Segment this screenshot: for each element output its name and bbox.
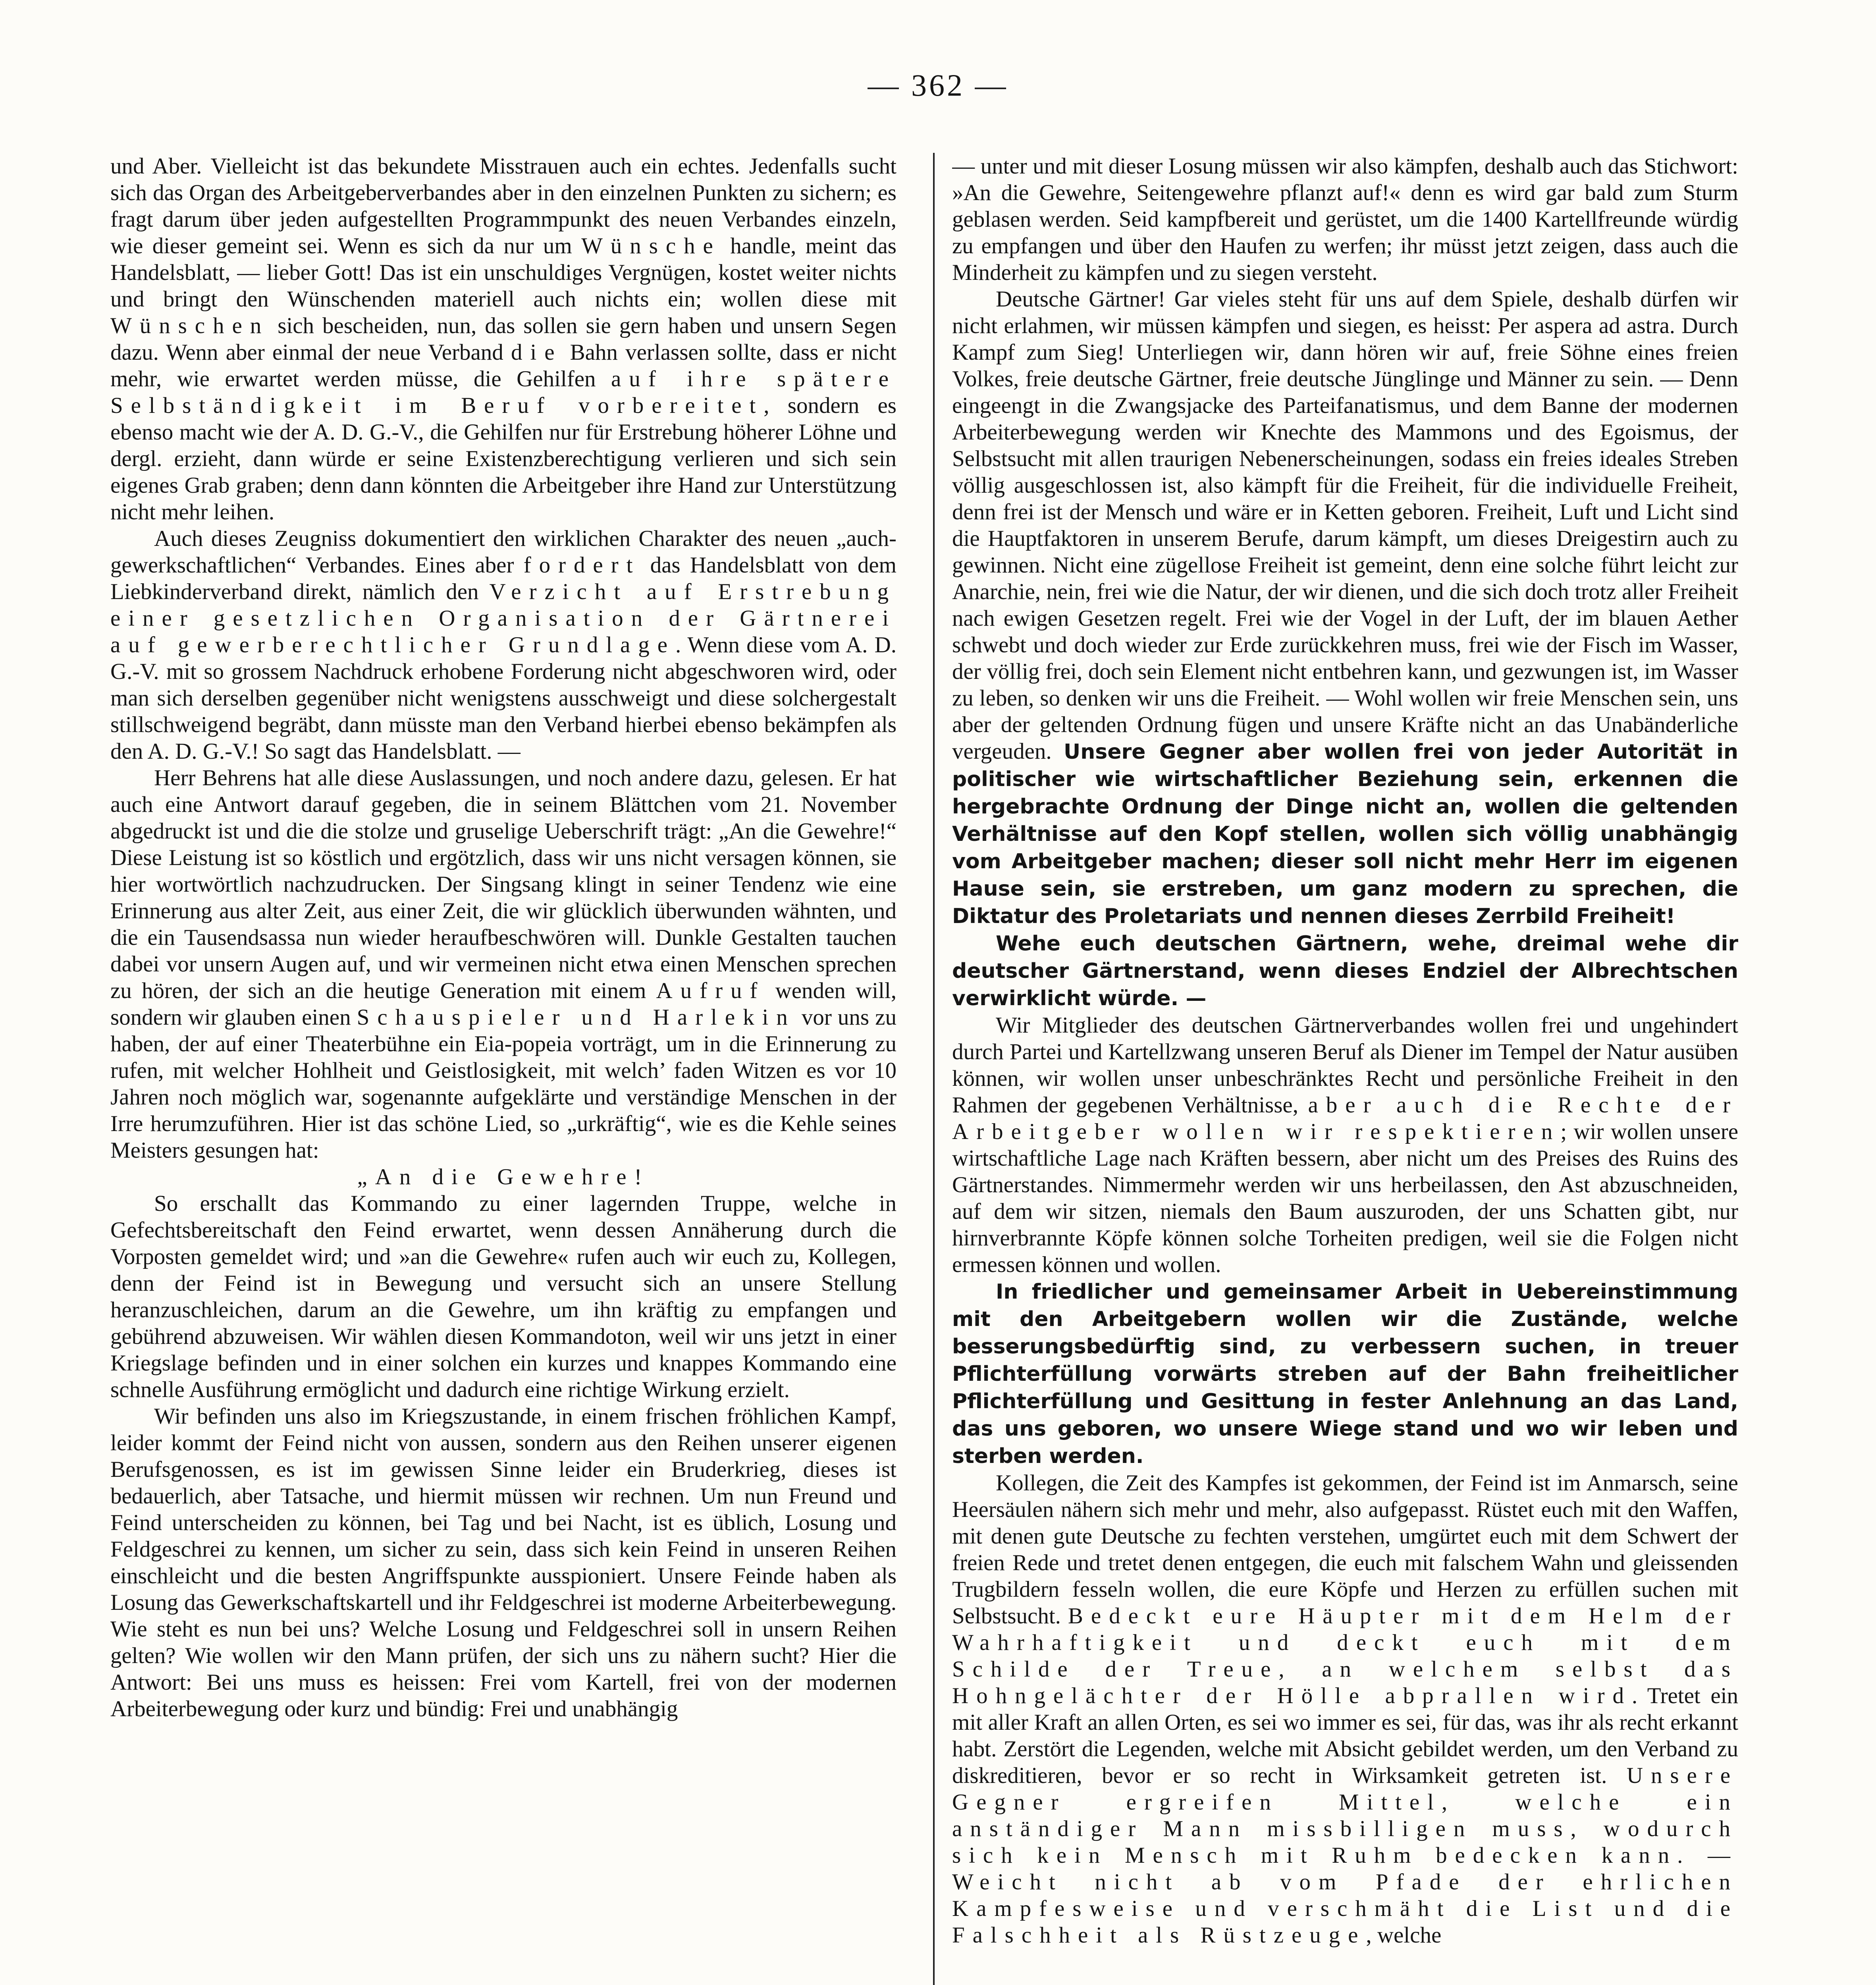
paragraph-text: Wir befinden uns also im Kriegszustande, in einem frischen fröhlichen Kampf, leider kommt der Feind nicht von aussen, sondern aus den Reihen unserer eigenen Berufsgenossen, es ist im gewissen Sinne leider ein Bruderkrieg, dieses ist bedauerlich, aber Tatsache, und hiermit müssen wir rechnen. Um nun Freund und Feind unterscheiden zu können, bei Tag und bei Nacht, ist es üblich, Losung und Feldgeschrei zu kennen, um sicher zu sein, dass sich kein Feind in unseren Reihen einschleicht und die besten Angriffspunkte ausspioniert. Unsere Feinde haben als Losung das Gewerkschaftskartell und ihr Feldgeschrei ist moderne Arbeiterbewegung. Wie steht es nun bei uns? Welche Losung und Feldgeschrei soll in unsern Reihen gelten? Wie wollen wir den Mann prüfen, der sich uns zu nähern sucht? Hier die Antwort: Bei uns muss es heissen: Frei vom Kartell, frei von der modernen Arbeiterbewegung oder kurz und bündig: Frei und unabhängig bbox=[110, 1404, 897, 1721]
spaced-text: „An die Gewehre! bbox=[357, 1164, 650, 1189]
bold-text: Unsere Gegner aber wollen frei von jeder Autorität in politischer wie wirtschaftlicher Beziehung sein, erkennen die hergebrachte Ordnung der Dinge nicht an, wollen die geltenden Verhältnisse auf den Kopf stellen, wollen sich völlig unabhängig vom Arbeitgeber machen; dieser soll nicht mehr Herr im eigenen Hause sein, sie erstreben, um ganz modern zu sprechen, die Diktatur des Proletariats und nennen dieses Zerrbild Freiheit! bbox=[952, 740, 1738, 928]
paragraph-text: Kollegen, die Zeit des Kampfes ist gekommen, der Feind ist im Anmarsch, seine Heersäulen nähern sich mehr und mehr, also aufgepasst. Rüstet euch mit den Waffen, mit denen gute Deutsche zu fechten verstehen, umgürtet euch mit dem Schwert der freien Rede und tretet denen entgegen, die euch mit falschem Wahn und gleissenden Trugbildern fesseln wollen, die eure Köpfe und Herzen zu erfüllen suchen mit Selbstsucht. bbox=[952, 1470, 1738, 1628]
paragraph bbox=[110, 1190, 897, 1403]
spaced-text: Aufruf bbox=[656, 978, 765, 1003]
spaced-text: auf ihre spätere Selbständigkeit im Beruf vorbereitet bbox=[110, 366, 897, 418]
paragraph-text: Bahn verlassen sollte, dass er nicht mehr, wie erwartet werden müsse, die Gehilfen bbox=[110, 340, 897, 391]
paragraph bbox=[110, 1164, 897, 1190]
spaced-text: fordert bbox=[523, 553, 641, 578]
bold-text: Wehe euch deutschen Gärtnern, wehe, dreimal wehe dir deutscher Gärtnerstand, wenn dieses Endziel der Albrechtschen verwirklicht würde. — bbox=[952, 932, 1738, 1010]
paragraph-text: vor uns zu haben, der auf einer Theaterbühne ein Eia-popeia vorträgt, um in die Erinnerung zu rufen, mit welcher Hohlheit und Geistlosigkeit, mit welch’ faden Witzen es vor 10 Jahren noch möglich war, sogenannte aufgeklärte und verständige Menschen in der Irre herumzuführen. Hier ist das schöne Lied, so „urkräftig“, wie es die Kehle seines Meisters gesungen hat: bbox=[110, 1005, 897, 1163]
left-column bbox=[110, 153, 897, 1985]
spaced-text: Unsere Gegner ergreifen Mittel, welche ein anständiger Mann missbilligen muss, wodurch sich kein Mensch mit Ruhm bedecken kann. — Weicht nicht ab vom Pfade der ehrlichen Kampfesweise und verschmäht die List und die Falschheit als Rüstzeuge bbox=[952, 1763, 1738, 1948]
paragraph-text: und Aber. Vielleicht ist das bekundete Misstrauen auch ein echtes. Jedenfalls sucht sich das Organ des Arbeitgeberverbandes aber in den einzelnen Punkten zu sichern; es fragt darum über jeden aufgestellten Programmpunkt des neuen Verbandes einzeln, wie dieser gemeint sei. Wenn es sich da nur um bbox=[110, 154, 897, 258]
spaced-text: Bedeckt eure Häupter mit dem Helm der Wahrhaftigkeit und deckt euch mit dem Schilde der Treue, an welchem selbst das Hohngelächter der Hölle abprallen wird bbox=[952, 1603, 1738, 1708]
paragraph bbox=[952, 1278, 1738, 1470]
paragraph bbox=[110, 765, 897, 1164]
right-column bbox=[952, 153, 1738, 1985]
paragraph-text: . Tretet ein mit aller Kraft an allen Orten, es sei wo immer es sei, für das, was ihr als recht erkannt habt. Zerstört die Legenden, welche mit Absicht gebildet werden, um den Verband zu diskreditieren, bevor er so recht in Wirksamkeit getreten ist. bbox=[952, 1683, 1738, 1788]
spaced-text: Wünschen bbox=[110, 313, 270, 338]
page-number: — 362 — bbox=[868, 68, 1008, 102]
spaced-text: aber auch die Rechte der Arbeitgeber wollen wir respektieren bbox=[952, 1093, 1738, 1144]
paragraph-text: das Handelsblatt von dem Liebkinderverband direkt, nämlich den bbox=[110, 553, 897, 604]
paragraph-text: — unter und mit dieser Losung müssen wir also kämpfen, deshalb auch das Stichwort: »An die Gewehre, Seitengewehre pflanzt auf!« denn es wird gar bald zum Sturm geblasen werden. Seid kampfbereit und gerüstet, um die 1400 Kartellfreunde würdig zu empfangen und über den Haufen zu werfen; ihr müsst jetzt zeigen, dass auch die Minderheit zu kämpfen und zu siegen versteht. bbox=[952, 154, 1738, 285]
paragraph-text: wenden will, sondern wir glauben einen bbox=[110, 978, 897, 1030]
paragraph bbox=[952, 286, 1738, 930]
paragraph-text: sich bescheiden, nun, das sollen sie gern haben und unsern Segen dazu. Wenn aber einmal der neue Verband bbox=[110, 313, 897, 365]
paragraph-text: , sondern es ebenso macht wie der A. D. G.-V., die Gehilfen nur für Erstrebung höherer Löhne und dergl. erzieht, dann würde er seine Existenzberechtigung verlieren und sich sein eigenes Grab graben; denn dann könnten die Arbeitgeber ihre Hand zur Unterstützung nicht mehr leihen. bbox=[110, 393, 897, 524]
spaced-text: Verzicht auf Erstrebung einer gesetzlichen Organisation der Gärtnerei auf gewerberechtlicher Grundlage bbox=[110, 579, 897, 657]
bold-text: In friedlicher und gemeinsamer Arbeit in Uebereinstimmung mit den Arbeitgebern wollen wir die Zustände, welche besserungsbedürftig sind, zu verbessern suchen, in treuer Pflichterfüllung vorwärts streben auf der Bahn freiheitlicher Pflichterfüllung und Gesittung in fester Anlehnung an das Land, das uns geboren, wo unsere Wiege stand und wo wir leben und sterben werden. bbox=[952, 1280, 1738, 1468]
paragraph-text: So erschallt das Kommando zu einer lagernden Truppe, welche in Gefechtsbereitschaft den Feind erwartet, wenn dessen Annäherung durch die Vorposten gemeldet wird; und »an die Gewehre« rufen auch wir euch zu, Kollegen, denn der Feind ist in Bewegung und versucht sich an unsere Stellung heranzuschleichen, darum an die Gewehre, um ihn kräftig zu empfangen und gebührend abzuweisen. Wir wählen diesen Kommandoton, weil wir uns jetzt in einer Kriegslage befinden und in einer solchen ein kurzes und knappes Kommando eine schnelle Ausführung ermöglicht und dadurch eine richtige Wirkung erzielt. bbox=[110, 1191, 897, 1402]
paragraph bbox=[952, 1470, 1738, 1948]
paragraph bbox=[110, 153, 897, 525]
paragraph-text: handle, meint das Handelsblatt, — lieber Gott! Das ist ein unschuldiges Vergnügen, kostet weiter nichts und bringt den Wünschenden materiell auch nichts ein; wollen diese mit bbox=[110, 233, 897, 312]
paragraph-text: Wir Mitglieder des deutschen Gärtnerverbandes wollen frei und ungehindert durch Partei und Kartellzwang unseren Beruf als Diener im Tempel der Natur ausüben können, wir wollen unser unbeschränktes Recht und persönliche Freiheit in den Rahmen der gegebenen Verhältnisse, bbox=[952, 1013, 1738, 1118]
spaced-text: Wünsche bbox=[581, 233, 721, 258]
spaced-text: die bbox=[511, 340, 563, 365]
paragraph-text: , welche bbox=[1366, 1923, 1442, 1948]
paragraph bbox=[952, 153, 1738, 286]
paragraph bbox=[110, 1403, 897, 1722]
paragraph-text: Deutsche Gärtner! Gar vieles steht für uns auf dem Spiele, deshalb dürfen wir nicht erlahmen, wir müssen kämpfen und siegen, es heisst: Per aspera ad astra. Durch Kampf zum Sieg! Unterliegen wir, dann hören wir auf, freie Söhne eines freien Volkes, freie deutsche Gärtner, freie deutsche Jünglinge und Männer zu sein. — Denn eingeengt in die Zwangsjacke des Parteifanatismus, und dem Banne der modernen Arbeiterbewegung werden wir Knechte des Mammons und des Egoismus, der Selbstsucht mit allen traurigen Nebenerscheinungen, sodass ein freies ideales Streben völlig ausgeschlossen ist, also kämpft für die Freiheit, für die individuelle Freiheit, denn frei ist der Mensch und wäre er in Ketten geboren. Freiheit, Luft und Licht sind die Hauptfaktoren in unserem Berufe, darum kämpft, um dieses Dreigestirn auch zu gewinnen. Nicht eine zügellose Freiheit ist gemeint, denn eine solche führt leicht zur Anarchie, nein, frei wie die Natur, der wir dienen, und die sich doch trotz aller Freiheit nach ewigen Gesetzen regelt. Frei wie der Vogel in der Luft, der im blauen Aether schwebt und doch wieder zur Erde zurückkehren muss, frei wie der Fisch im Wasser, der völlig frei, doch sein Element nicht entbehren kann, und gezwungen ist, im Wasser zu leben, so denken wir uns die Freiheit. — Wohl wollen wir freie Menschen sein, uns aber der geltenden Ordnung fügen und unsere Kräfte nicht an das Unabänderliche vergeuden. bbox=[952, 287, 1738, 764]
paragraph bbox=[952, 1012, 1738, 1278]
paragraph bbox=[110, 525, 897, 765]
paragraph-text: Auch dieses Zeugniss dokumentiert den wirklichen Charakter des neuen „auch-gewerkschaftlichen“ Verbandes. Eines aber bbox=[110, 526, 897, 578]
paragraph bbox=[952, 930, 1738, 1012]
column-divider bbox=[933, 153, 935, 1985]
paragraph-text: ; wir wollen unsere wirtschaftliche Lage nach Kräften bessern, aber nicht um des Preises des Ruins des Gärtnerstandes. Nimmermehr werden wir uns herbeilassen, den Ast abzuschneiden, auf dem wir sitzen, niemals den Baum auszuroden, der uns Schatten gibt, nur hirnverbrannte Köpfe können solche Torheiten predigen, weil sie die Folgen nicht ermessen können und wollen. bbox=[952, 1119, 1738, 1277]
paragraph-text: . Wenn diese vom A. D. G.-V. mit so grossem Nachdruck erhobene Forderung nicht abgeschworen wird, oder man sich derselben gegenüber nicht wenigstens ausschweigt und diese solchergestalt stillschweigend begräbt, dann müsste man den Verband hierbei ebenso bekämpfen als den A. D. G.-V.! So sagt das Handelsblatt. — bbox=[110, 632, 897, 764]
spaced-text: Schauspieler und Harlekin bbox=[357, 1005, 796, 1030]
paragraph-text: Herr Behrens hat alle diese Auslassungen, und noch andere dazu, gelesen. Er hat auch eine Antwort darauf gegeben, die in seinem Blättchen vom 21. November abgedruckt ist und die die stolze und gruselige Ueberschrift trägt: „An die Gewehre!“ Diese Leistung ist so köstlich und ergötzlich, dass wir uns nicht versagen können, sie hier wortwörtlich nachzudrucken. Der Singsang klingt in seiner Tendenz wie eine Erinnerung aus alter Zeit, aus einer Zeit, die wir glücklich überwunden wähnten, und die ein Tausendsassa nun wieder heraufbeschwören will. Dunkle Gestalten tauchen dabei vor unsern Augen auf, und wir vermeinen nicht etwa einen Menschen sprechen zu hören, der sich an die heutige Generation mit einem bbox=[110, 765, 897, 1003]
